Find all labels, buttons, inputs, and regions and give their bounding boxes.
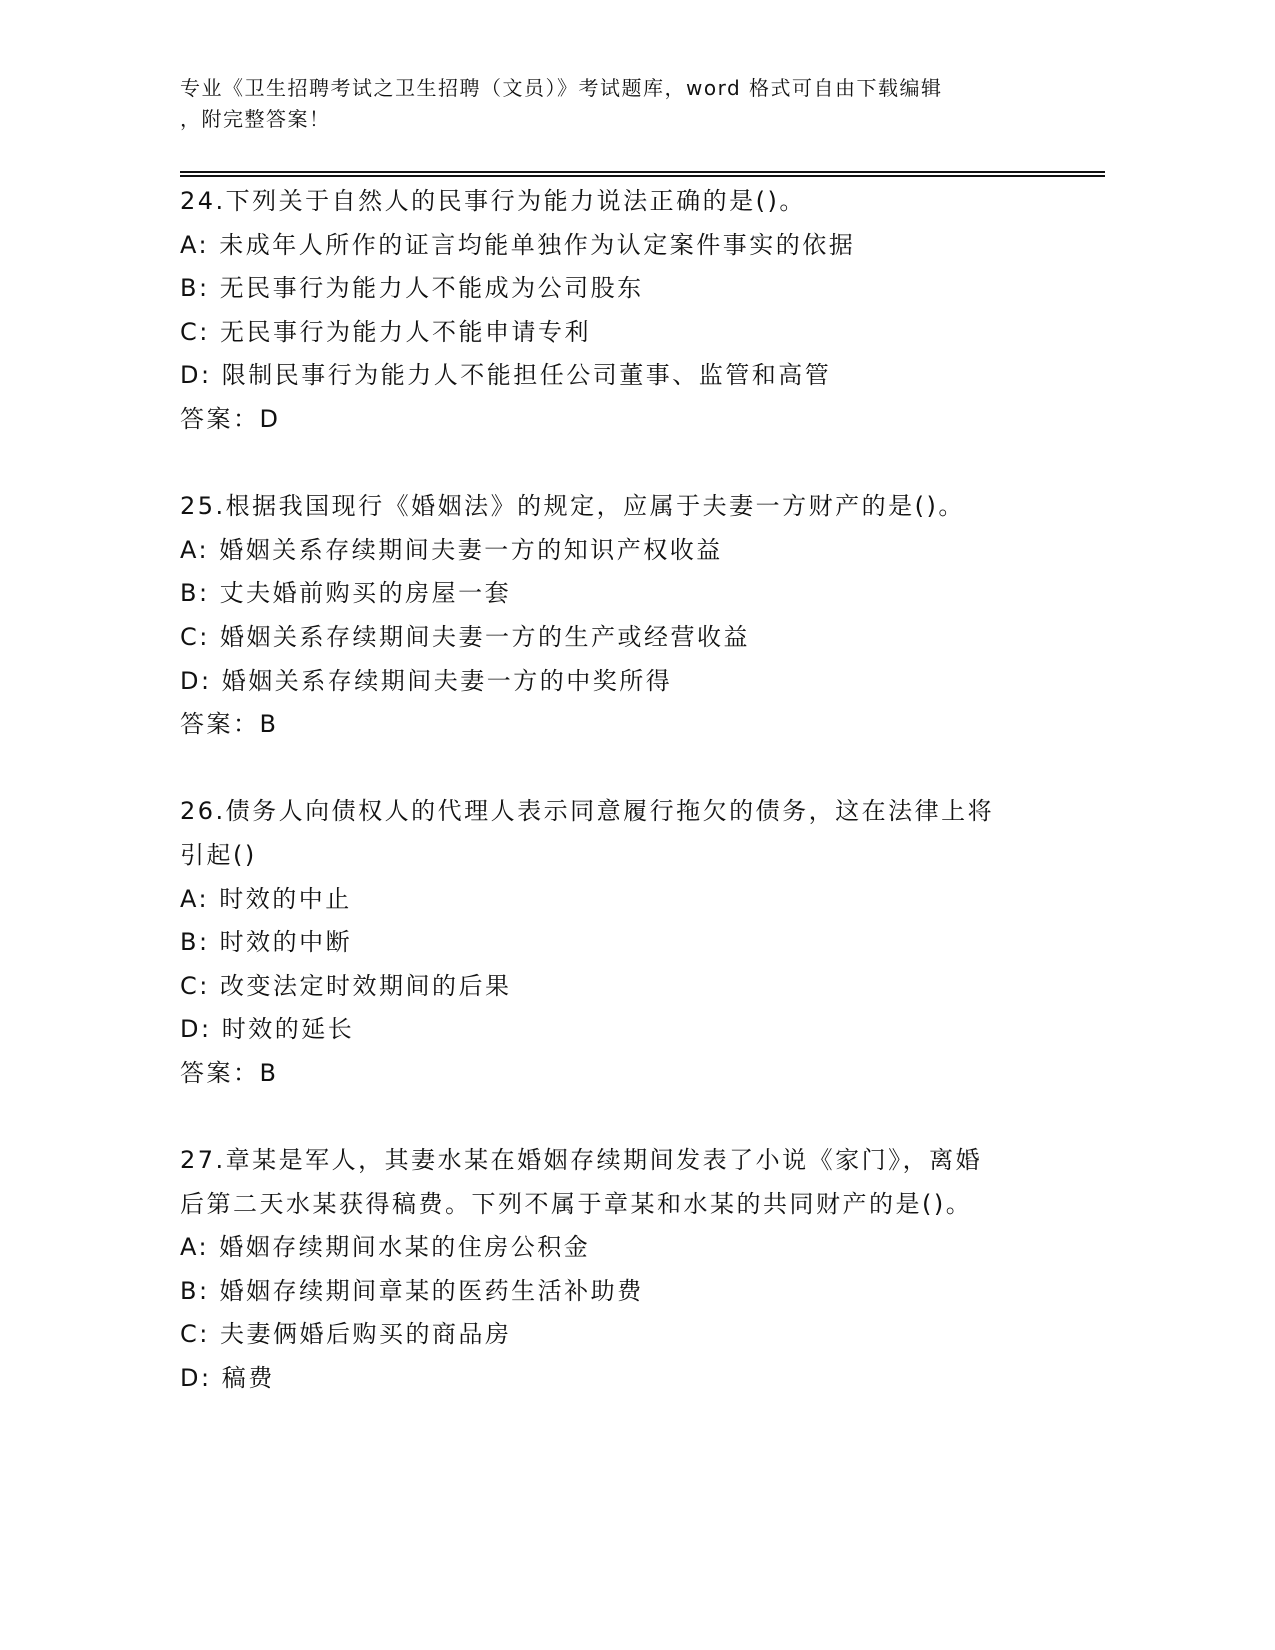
question-block [180, 180, 1040, 485]
answer-option: B: 时效的中断 [180, 928, 353, 957]
question-stem: 后第二天水某获得稿费。下列不属于章某和水某的共同财产的是()。 [180, 1189, 973, 1218]
answer-option: A: 时效的中止 [180, 884, 352, 913]
question-block [180, 1139, 1040, 1401]
answer-option: B: 婚姻存续期间章某的医药生活补助费 [180, 1276, 644, 1305]
question-stem: 引起() [180, 840, 257, 869]
answer-option: B: 无民事行为能力人不能成为公司股东 [180, 274, 644, 303]
answer-option: D: 限制民事行为能力人不能担任公司董事、监管和高管 [180, 361, 832, 390]
question-stem: 27.章某是军人，其妻水某在婚姻存续期间发表了小说《家门》，离婚 [180, 1146, 983, 1175]
answer-option: D: 时效的延长 [180, 1015, 355, 1044]
answer-option: A: 未成年人所作的证言均能单独作为认定案件事实的依据 [180, 230, 856, 259]
answer-option: A: 婚姻存续期间水某的住房公积金 [180, 1233, 591, 1262]
header-divider-bottom [180, 175, 1105, 177]
answer-option: A: 婚姻关系存续期间夫妻一方的知识产权收益 [180, 535, 723, 564]
answer-option: C: 无民事行为能力人不能申请专利 [180, 317, 591, 346]
answer-option: D: 婚姻关系存续期间夫妻一方的中奖所得 [180, 666, 673, 695]
question-stem: 24.下列关于自然人的民事行为能力说法正确的是()。 [180, 187, 806, 215]
header-divider-top [180, 171, 1105, 173]
question-list [180, 180, 1040, 1401]
answer-option: C: 夫妻俩婚后购买的商品房 [180, 1320, 512, 1349]
document-header [180, 73, 1030, 135]
answer-key: 答案：B [180, 710, 279, 739]
answer-key: 答案：B [180, 1058, 279, 1087]
question-stem: 26.债务人向债权人的代理人表示同意履行拖欠的债务，这在法律上将 [180, 797, 995, 826]
answer-option: B: 丈夫婚前购买的房屋一套 [180, 579, 512, 608]
answer-key: 答案：D [180, 404, 281, 433]
question-block [180, 485, 1040, 790]
answer-option: D: 稿费 [180, 1364, 275, 1393]
question-block [180, 790, 1040, 1139]
answer-option: C: 婚姻关系存续期间夫妻一方的生产或经营收益 [180, 622, 750, 651]
question-stem: 25.根据我国现行《婚姻法》的规定，应属于夫妻一方财产的是()。 [180, 492, 965, 521]
answer-option: C: 改变法定时效期间的后果 [180, 971, 512, 1000]
header-line-2: ，附完整答案！ [180, 107, 331, 131]
header-line-1: 专业《卫生招聘考试之卫生招聘（文员）》考试题库，word 格式可自由下载编辑 [180, 76, 943, 100]
